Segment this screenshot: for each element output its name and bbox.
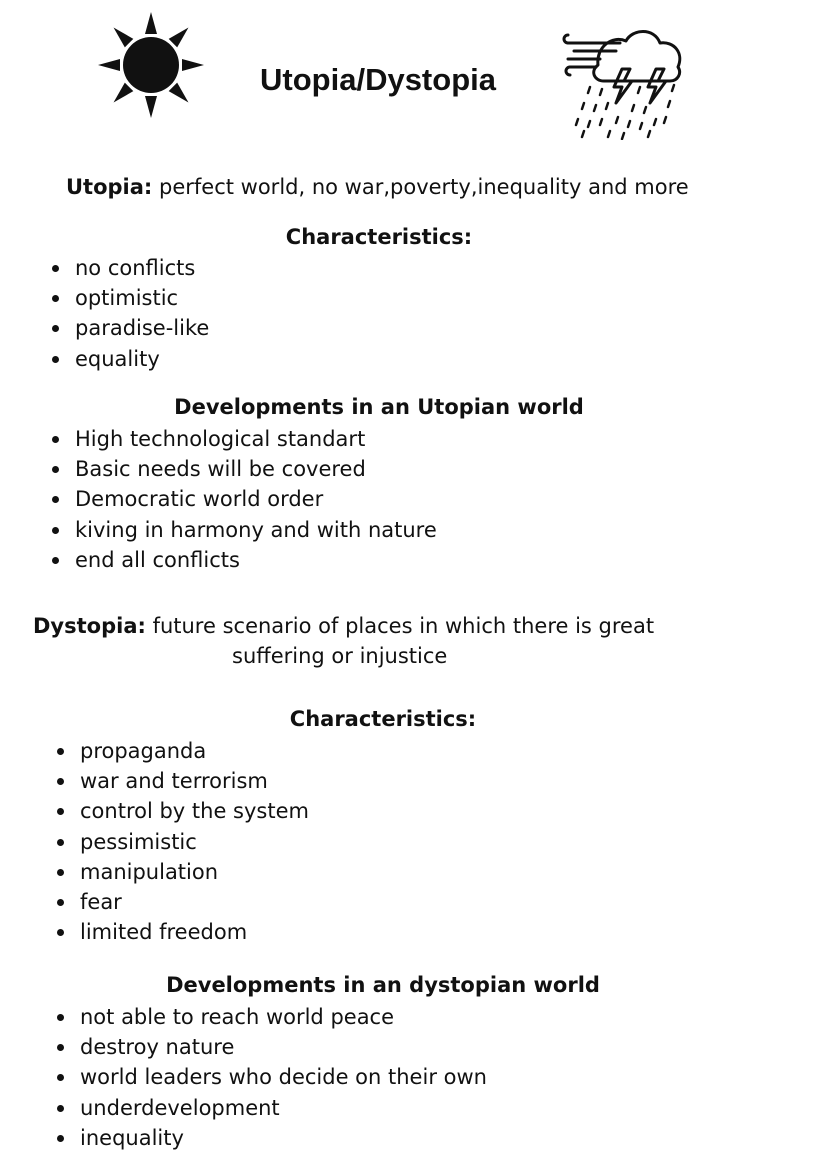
utopia-developments-list [50, 424, 437, 575]
utopia-characteristics-heading: Characteristics: [285, 225, 473, 249]
list-item: not able to reach world peace [55, 1002, 487, 1032]
list-item: destroy nature [55, 1032, 487, 1062]
list-item: end all conflicts [50, 545, 437, 575]
dystopia-characteristics-heading: Characteristics: [289, 707, 477, 731]
dystopia-developments-list [55, 1002, 487, 1153]
utopia-definition [66, 175, 689, 199]
list-item: limited freedom [55, 917, 309, 947]
dystopia-definition-text: future scenario of places in which there is great [145, 614, 655, 638]
list-item: equality [50, 344, 209, 374]
list-item: Basic needs will be covered [50, 454, 437, 484]
list-item: pessimistic [55, 827, 309, 857]
list-item: control by the system [55, 796, 309, 826]
utopia-term: Utopia: [66, 175, 153, 199]
dystopia-term: Dystopia: [33, 614, 146, 638]
utopia-characteristics-list [50, 253, 209, 374]
list-item: manipulation [55, 857, 309, 887]
dystopia-characteristics-list [55, 736, 309, 947]
dystopia-definition [33, 614, 654, 638]
list-item: world leaders who decide on their own [55, 1062, 487, 1092]
list-item: propaganda [55, 736, 309, 766]
utopia-developments-heading: Developments in an Utopian world [174, 395, 584, 419]
list-item: High technological standart [50, 424, 437, 454]
list-item: war and terrorism [55, 766, 309, 796]
page-title: Utopia/Dystopia [260, 62, 496, 97]
list-item: optimistic [50, 283, 209, 313]
utopia-definition-text: perfect world, no war,poverty,inequality and more [152, 175, 689, 199]
dystopia-definition-line2: suffering or injustice [232, 644, 448, 668]
dystopia-developments-heading: Developments in an dystopian world [166, 973, 600, 997]
list-item: no conflicts [50, 253, 209, 283]
list-item: kiving in harmony and with nature [50, 515, 437, 545]
storm-cloud-icon [560, 25, 690, 140]
list-item: underdevelopment [55, 1093, 487, 1123]
list-item: fear [55, 887, 309, 917]
list-item: paradise-like [50, 313, 209, 343]
list-item: Democratic world order [50, 484, 437, 514]
list-item: inequality [55, 1123, 487, 1153]
